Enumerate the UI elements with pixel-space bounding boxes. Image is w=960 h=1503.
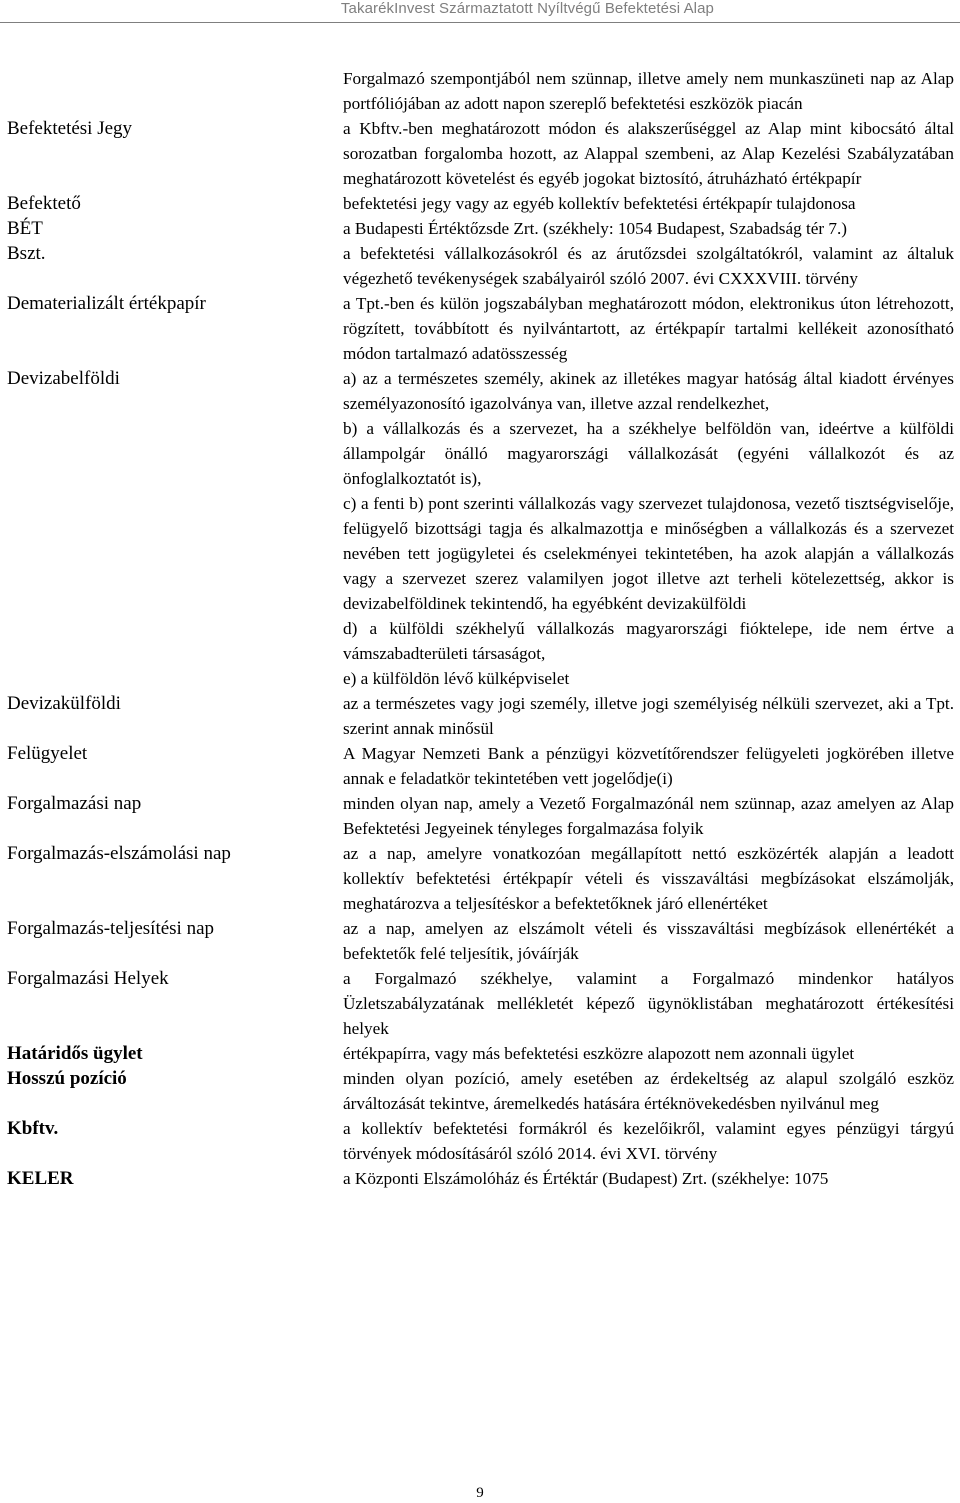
- definition-paragraph: a Kbftv.-ben meghatározott módon és alakszerűséggel az Alap mint kibocsátó által sorozatban forgalomba hozott, az Alappal szembeni, az Alap Kezelési Szabályzatában meghatározott követelést és egyéb jogokat biztosító, átruházható értékpapír: [343, 119, 954, 188]
- definition-text: [343, 216, 954, 241]
- definition-term: Dematerializált értékpapír: [7, 293, 206, 314]
- definition-text: [343, 191, 954, 216]
- definition-term: Befektetési Jegy: [7, 118, 133, 139]
- definition-text: [343, 741, 954, 791]
- definition-term: Forgalmazási Helyek: [7, 968, 169, 989]
- definition-term: Határidős ügylet: [7, 1043, 143, 1064]
- definition-text: [343, 841, 954, 916]
- definition-text: [343, 366, 954, 691]
- definition-text: [343, 1041, 954, 1066]
- definition-paragraph: A Magyar Nemzeti Bank a pénzügyi közvetítőrendszer felügyeleti jogkörében illetve annak e feladatkör tekintetében vett jogelődje(i): [343, 744, 954, 788]
- definition-paragraph: a kollektív befektetési formákról és kezelőikről, valamint egyes pénzügyi tárgyú törvények módosításáról szóló 2014. évi XVI. törvény: [343, 1119, 954, 1163]
- document-title: TakarékInvest Származtatott Nyíltvégű Befektetési Alap: [340, 0, 714, 17]
- definition-text: [343, 291, 954, 366]
- definition-row: [0, 191, 960, 216]
- definition-paragraph: a Budapesti Értéktőzsde Zrt. (székhely: 1054 Budapest, Szabadság tér 7.): [343, 219, 848, 238]
- definition-paragraph: a) az a természetes személy, akinek az illetékes magyar hatóság által kiadott érvényes személyazonosító igazolványa van, illetve azzal rendelkezhet,: [343, 369, 954, 413]
- definition-paragraph: az a természetes vagy jogi személy, illetve jogi személyiség nélküli szervezet, aki a Tpt. szerint annak minősül: [343, 694, 954, 738]
- definition-term: Bszt.: [7, 243, 46, 264]
- definition-text: [343, 966, 954, 1041]
- definition-term: Kbftv.: [7, 1118, 59, 1139]
- definition-row: [0, 366, 960, 691]
- definition-term: Befektető: [7, 193, 81, 214]
- definition-paragraph: e) a külföldön lévő külképviselet: [343, 669, 570, 688]
- definition-text: [343, 791, 954, 841]
- definition-row: [0, 241, 960, 291]
- definition-text: [343, 1166, 954, 1191]
- definition-row: [0, 791, 960, 841]
- definition-text: [343, 1066, 954, 1116]
- definition-row: [0, 691, 960, 741]
- definition-term: Devizakülföldi: [7, 693, 121, 714]
- definition-term: BÉT: [7, 218, 43, 239]
- definition-paragraph: a Tpt.-ben és külön jogszabályban meghatározott módon, elektronikus úton létrehozott, rögzített, továbbított és nyilvántartott, az értékpapír tartalmi kellékeit azonosítható módon tartalmazó adatösszesség: [343, 294, 954, 363]
- definition-row: [0, 966, 960, 1041]
- definition-paragraph: az a nap, amelyre vonatkozóan megállapított nettó eszközérték alapján a leadott kollektív befektetési értékpapír vételi és visszaváltási megbízásokat elszámolják, meghatározva a teljesítéskor a befektetőknek járó ellenértéket: [343, 844, 954, 913]
- definition-paragraph: minden olyan pozíció, amely esetében az érdekeltség az alapul szolgáló eszköz árváltozását tekintve, áremelkedés hatására értéknövekedésben nyilvánul meg: [343, 1069, 954, 1113]
- definition-paragraph: d) a külföldi székhelyű vállalkozás magyarországi fióktelepe, ide nem értve a vámszabadterületi társaságot,: [343, 619, 954, 663]
- definition-row: [0, 1166, 960, 1191]
- definition-text: [343, 916, 954, 966]
- page-header: [0, 0, 960, 23]
- definition-text: [343, 241, 954, 291]
- definition-row: [0, 291, 960, 366]
- page-number: 9: [476, 1485, 484, 1501]
- definition-paragraph: c) a fenti b) pont szerinti vállalkozás vagy szervezet tulajdonosa, vezető tisztségviselője, felügyelő bizottsági tagja és alkalmazottja e minőségben a vállalkozás és a szervezet nevében tett jogügyletei és cselekményei tekintetében, ha azok alapján a vállalkozás vagy a szervezet szerez valamilyen jogot illetve azt terheli kötelezettség, akkor is devizabelföldinek tekintendő, ha egyébként devizakülföldi: [343, 494, 954, 613]
- definition-term: Forgalmazási nap: [7, 793, 142, 814]
- definition-row: [0, 1066, 960, 1116]
- definition-term: Forgalmazás-teljesítési nap: [7, 918, 215, 939]
- definition-text: [343, 1116, 954, 1166]
- definition-term: Devizabelföldi: [7, 368, 120, 389]
- definition-paragraph: a Központi Elszámolóház és Értéktár (Budapest) Zrt. (székhelye: 1075: [343, 1169, 829, 1188]
- definition-row: [0, 116, 960, 191]
- definition-paragraph: minden olyan nap, amely a Vezető Forgalmazónál nem szünnap, azaz amelyen az Alap Befektetési Jegyeinek tényleges forgalmazása folyik: [343, 794, 954, 838]
- definition-row: [0, 841, 960, 916]
- definition-row: [0, 1116, 960, 1166]
- definition-row: [0, 916, 960, 966]
- definition-list: [0, 116, 960, 1191]
- definition-paragraph: az a nap, amelyen az elszámolt vételi és visszaváltási megbízások ellenértékét a befektetők felé teljesítik, jóváírják: [343, 919, 954, 963]
- intro-row: [0, 66, 960, 116]
- definition-paragraph: a befektetési vállalkozásokról és az árutőzsdei szolgáltatókról, valamint az általuk végezhető tevékenységek szabályairól szóló 2007. évi CXXXVIII. törvény: [343, 244, 954, 288]
- definition-paragraph: b) a vállalkozás és a szervezet, ha a székhelye belföldön van, ideértve a külföldi állampolgár önálló magyarországi vállalkozását (egyéni vállalkozót és az önfoglalkoztatót is),: [343, 419, 954, 488]
- intro-definition: [343, 66, 954, 116]
- definition-paragraph: befektetési jegy vagy az egyéb kollektív befektetési értékpapír tulajdonosa: [343, 194, 856, 213]
- definition-term: Hosszú pozíció: [7, 1068, 127, 1089]
- definition-row: [0, 1041, 960, 1066]
- definition-text: [343, 116, 954, 191]
- intro-paragraph: Forgalmazó szempontjából nem szünnap, illetve amely nem munkaszüneti nap az Alap portfóliójában az adott napon szereplő befektetési eszközök piacán: [343, 69, 954, 113]
- definition-row: [0, 216, 960, 241]
- definition-text: [343, 691, 954, 741]
- definition-term: KELER: [7, 1168, 74, 1189]
- definition-term: Felügyelet: [7, 743, 88, 764]
- definition-paragraph: a Forgalmazó székhelye, valamint a Forgalmazó mindenkor hatályos Üzletszabályzatának mellékletét képező ügynöklistában meghatározott értékesítési helyek: [343, 969, 954, 1038]
- definitions-content: [0, 66, 960, 1191]
- definition-row: [0, 741, 960, 791]
- definition-paragraph: értékpapírra, vagy más befektetési eszközre alapozott nem azonnali ügylet: [343, 1044, 855, 1063]
- definition-term: Forgalmazás-elszámolási nap: [7, 843, 231, 864]
